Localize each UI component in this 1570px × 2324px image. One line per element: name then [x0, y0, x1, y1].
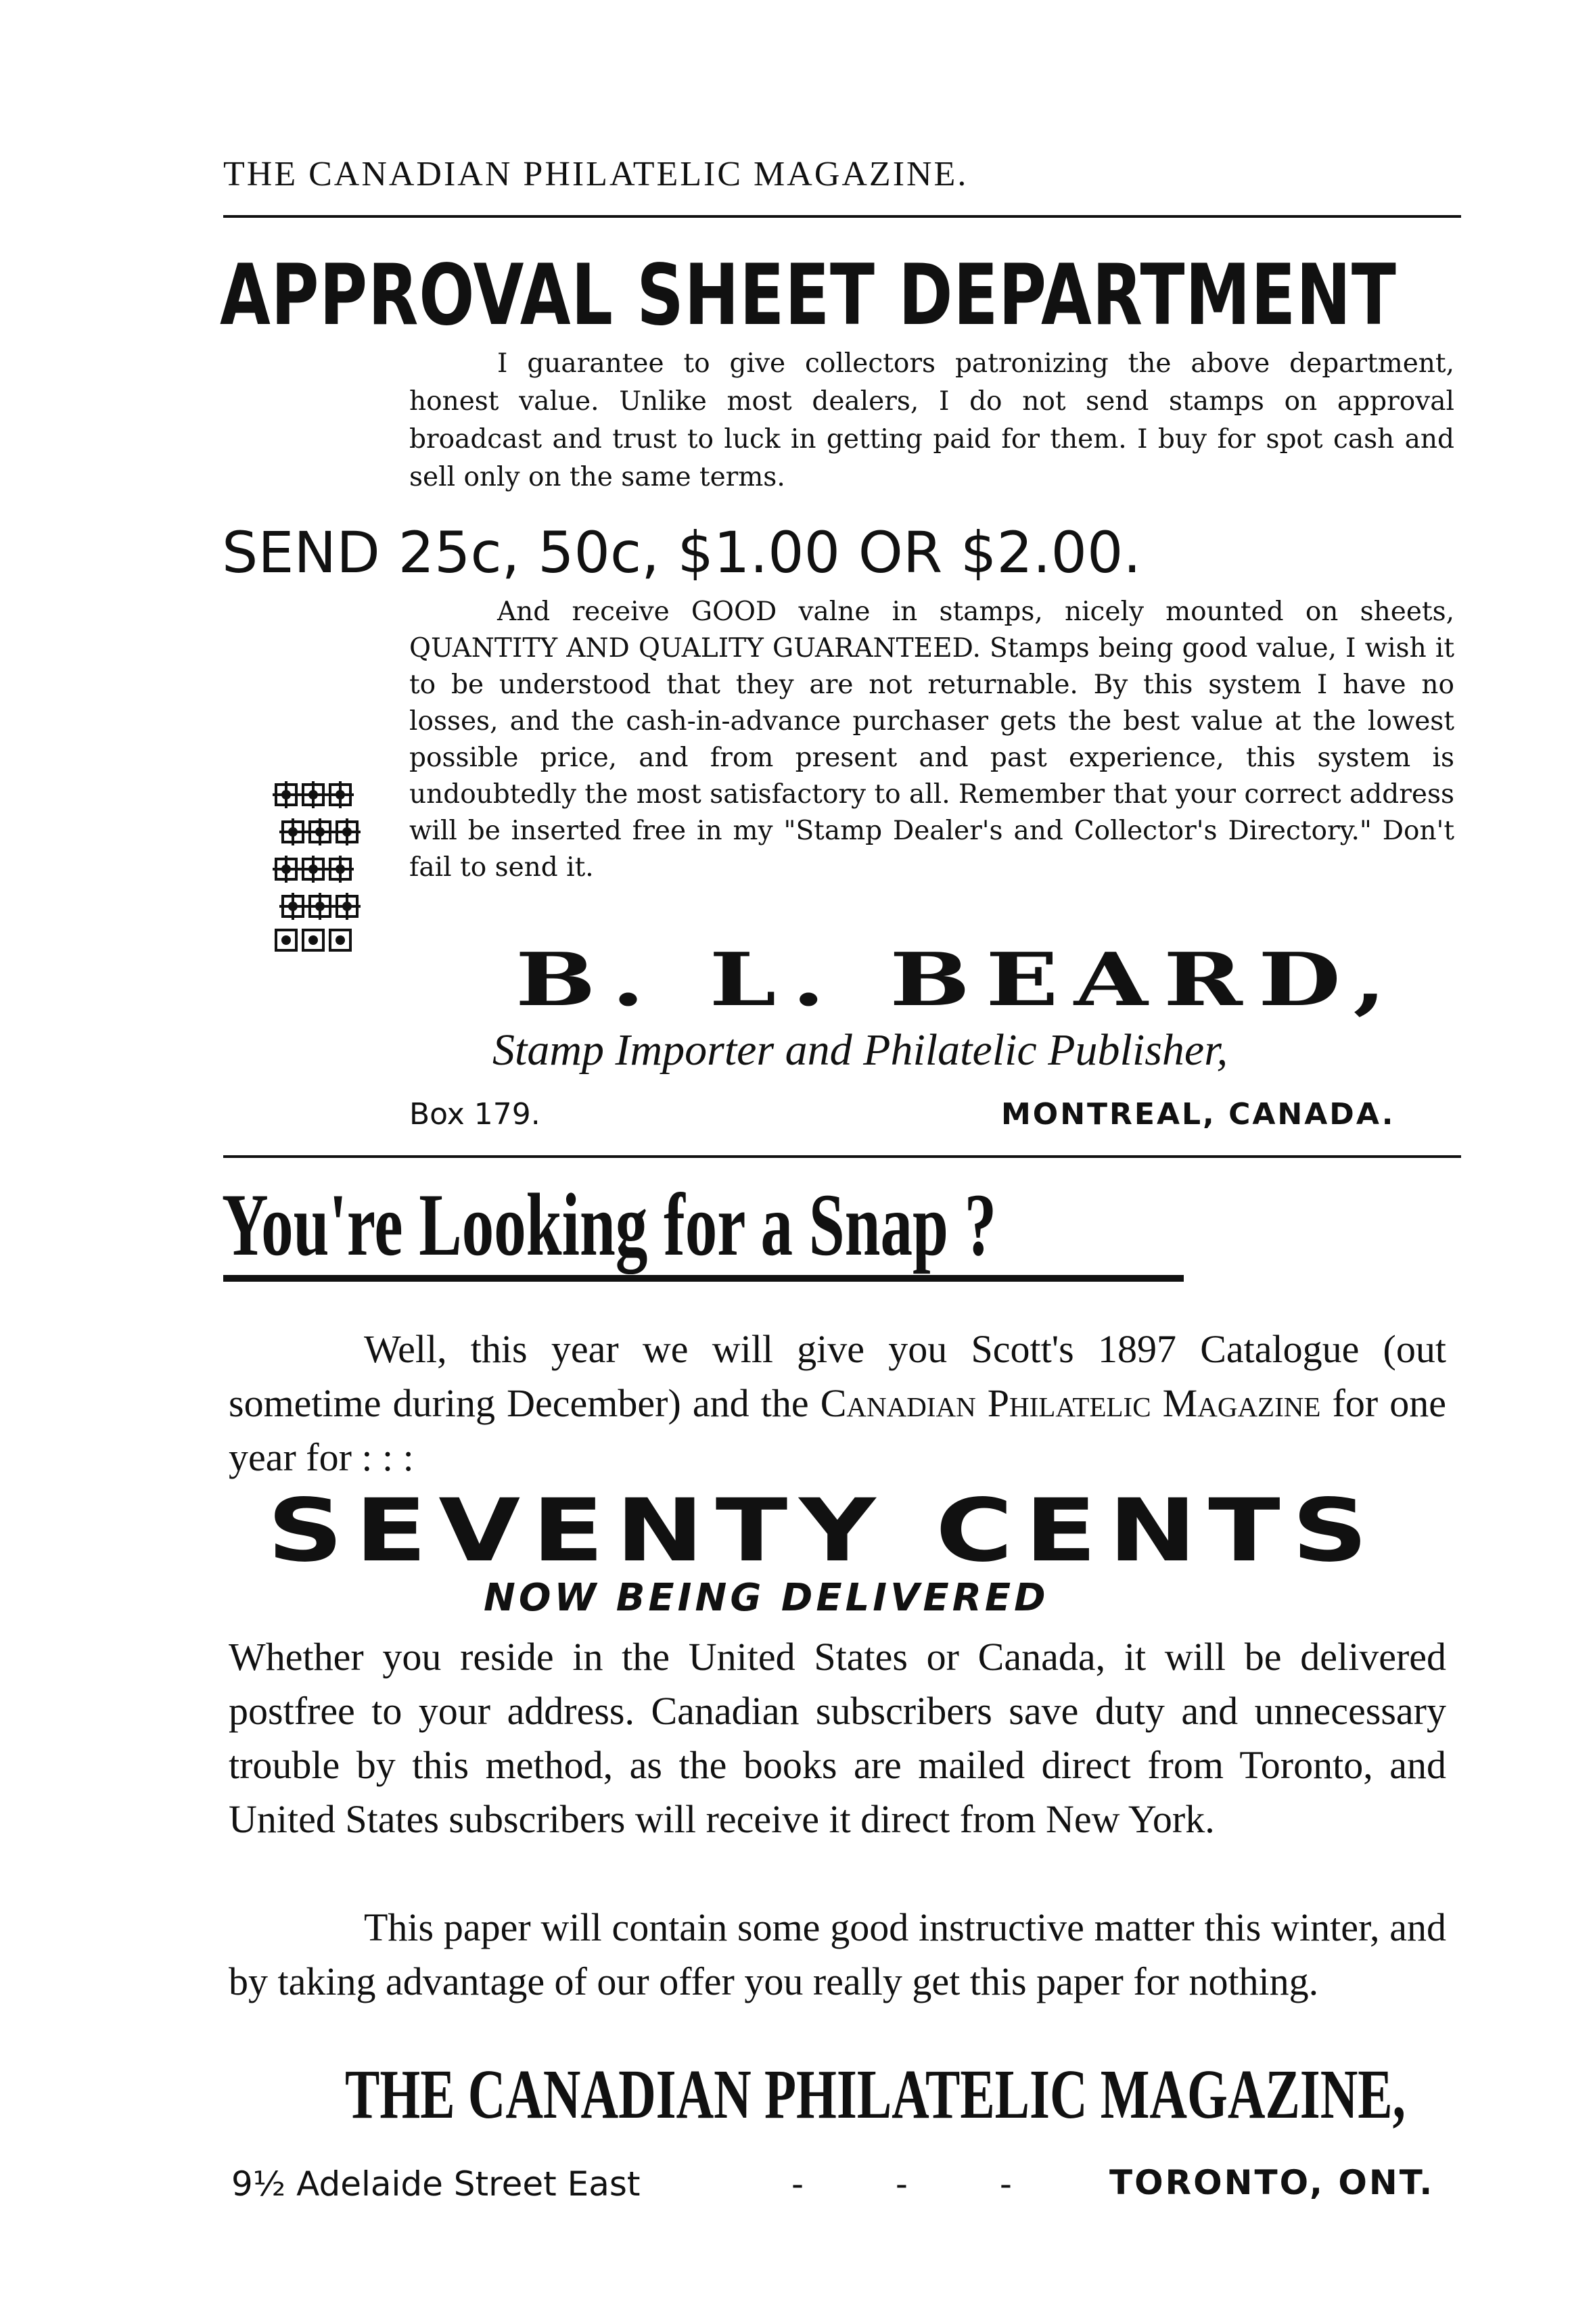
snap-paragraph-2: Whether you reside in the United States or Canada, it will be delivered postfree to your address. Canadian subscribers save duty and unnecessary trouble by this method, as the books are mailed direct from Toronto, and United States subscribers will receive it direct from New York.: [229, 1635, 1446, 1841]
price-banner: SEVENTY CENTS: [267, 1481, 1380, 1581]
magazine-address: 9½ Adelaide Street East: [231, 2164, 641, 2204]
approval-title: APPROVAL SHEET DEPARTMENT: [220, 247, 1397, 344]
magazine-city: TORONTO, ONT.: [1109, 2163, 1435, 2202]
dealer-name: B. L. BEARD,: [515, 937, 1402, 1023]
section-rule: [223, 1155, 1461, 1158]
approval-paragraph-2: And receive GOOD valne in stamps, nicely mounted on sheets, QUANTITY AND QUALITY GUARANTEED. Stamps being good value, I wish it to be understood that they are not returnable. By this system I have no losses, and the cash-in-advance purchaser gets the best value at the lowest possible price, and from present and past experience, this system is undoubtedly the most satisfactory to all. Remember that your correct address will be inserted free in my "Stamp Dealer's and Collector's Directory." Don't fail to send it.: [409, 597, 1454, 883]
snap-underline: [223, 1275, 1184, 1282]
dealer-city: MONTREAL, CANADA.: [1001, 1097, 1395, 1132]
dealer-subtitle: Stamp Importer and Philatelic Publisher,: [492, 1025, 1228, 1075]
delivered-notice: NOW BEING DELIVERED: [484, 1576, 1049, 1620]
snap-paragraph-3: This paper will contain some good instructive matter this winter, and by taking advantage of our offer you really get this paper for nothing.: [229, 1905, 1446, 2003]
page-header: THE CANADIAN PHILATELIC MAGAZINE.: [223, 155, 969, 193]
snap-paragraph-1: Well, this year we will give you Scott's 1897 Catalogue (out sometime during December) and the Canadian Philatelic Magazine for one year for : : :: [229, 1327, 1446, 1479]
snap-title: You're Looking for a Snap ?: [222, 1175, 997, 1274]
approval-paragraph: I guarantee to give collectors patronizing the above department, honest value. Unlike most dealers, I do not send stamps on approval broadcast and trust to luck in getting paid for them. I buy for spot cash and sell only on the same terms.: [409, 348, 1454, 492]
ornament-icon: [269, 778, 371, 960]
magazine-name: Canadian Philatelic Magazine: [820, 1381, 1321, 1425]
dealer-box: Box 179.: [409, 1097, 540, 1132]
magazine-footer-title: THE CANADIAN PHILATELIC MAGAZINE,: [345, 2055, 1406, 2133]
address-separator: - - -: [791, 2164, 1053, 2204]
send-prices: SEND 25c, 50c, $1.00 OR $2.00.: [222, 519, 1142, 586]
header-rule: [223, 215, 1461, 218]
